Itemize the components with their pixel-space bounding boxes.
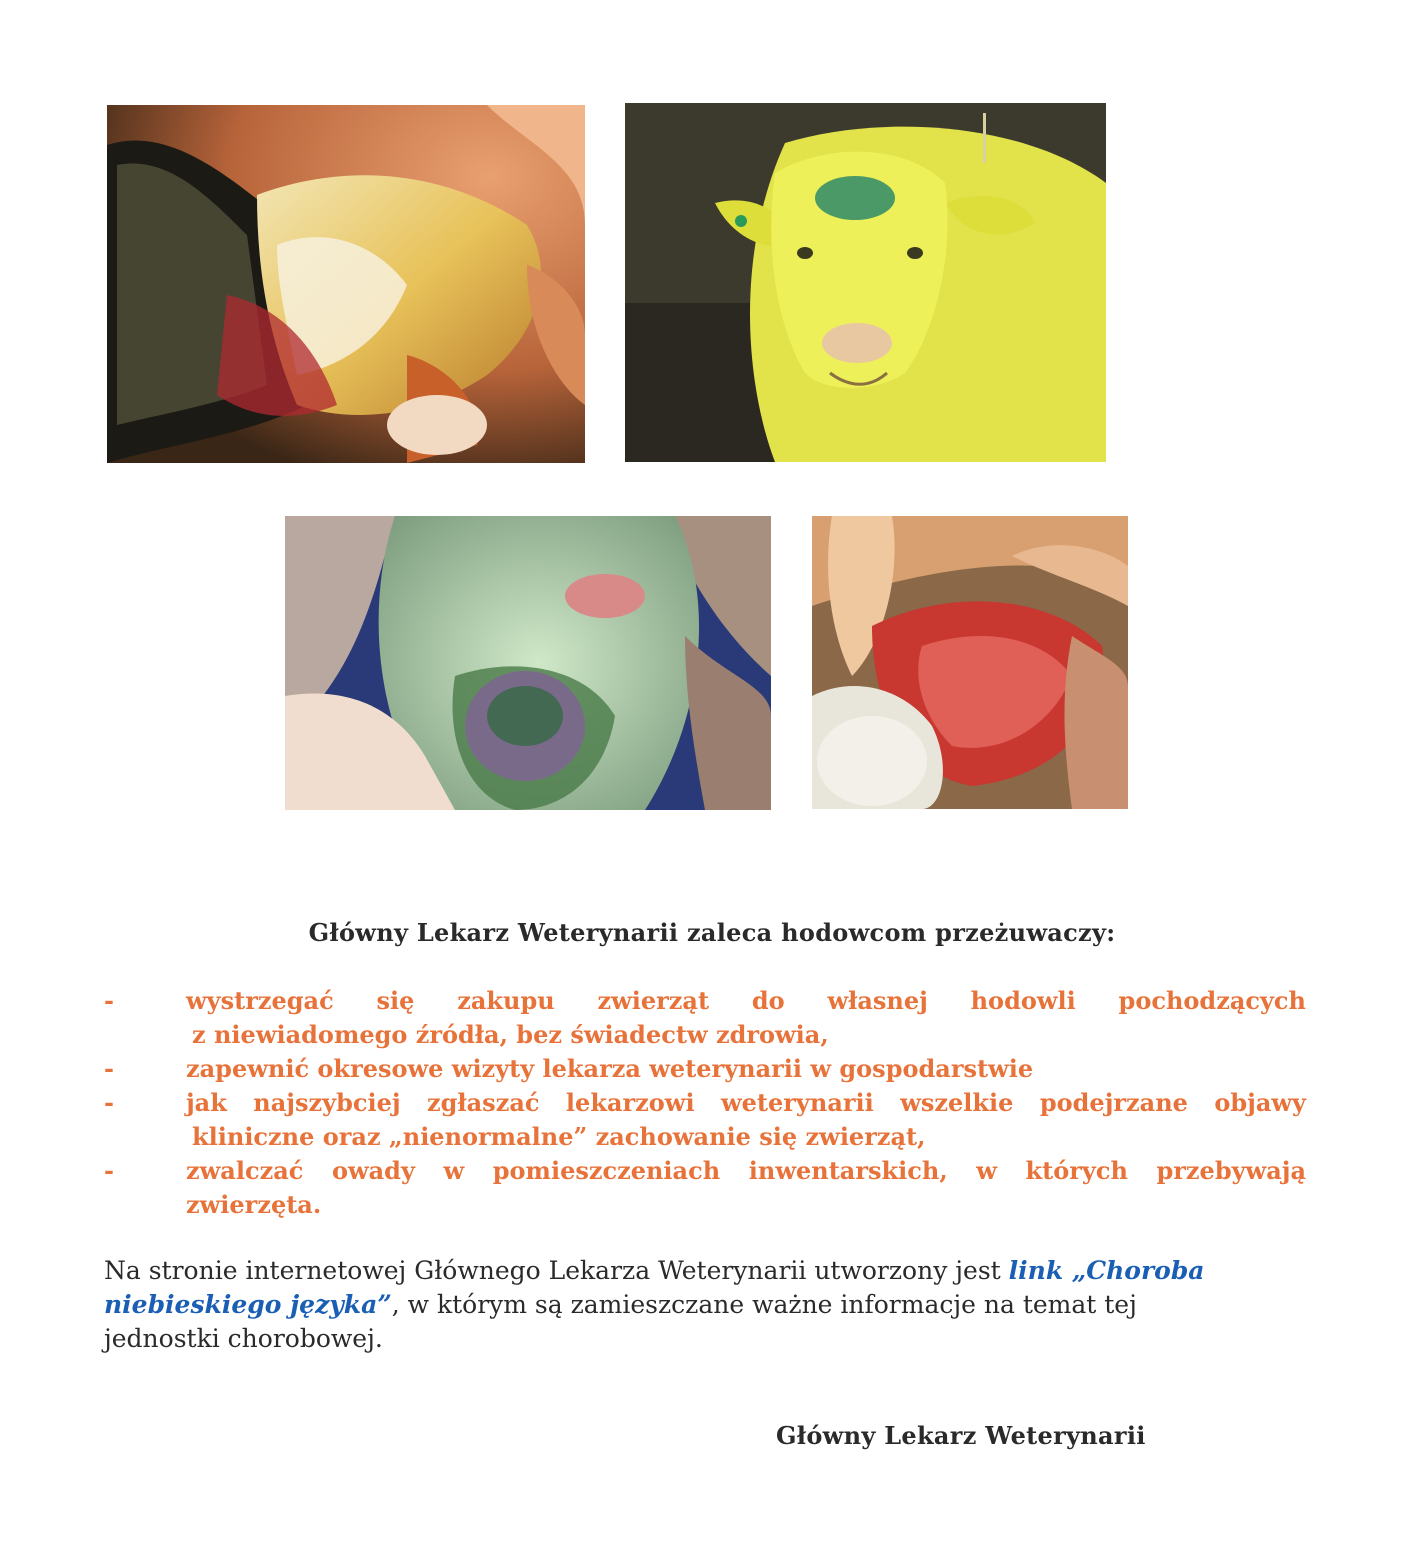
list-item-line: z niewiadomego źródła, bez świadectw zdrowia, (192, 1020, 829, 1049)
swollen-tongue-photo (285, 516, 771, 810)
list-item-line: zwierzęta. (186, 1190, 322, 1219)
sheep-face-photo (625, 103, 1106, 462)
list-item (0, 1052, 1424, 1086)
info-line (104, 1254, 1304, 1288)
info-text: jednostki chorobowej. (104, 1324, 383, 1353)
info-paragraph (104, 1254, 1304, 1356)
inflamed-mouth-photo (812, 516, 1128, 809)
list-dash: - (104, 986, 114, 1015)
info-line (104, 1288, 1304, 1322)
info-text: , w którym są zamieszczane ważne informacje na temat tej (391, 1290, 1137, 1319)
list-item-line: zapewnić okresowe wizyty lekarza weterynarii w gospodarstwie (186, 1054, 1034, 1083)
list-item-line: zwalczać owady w pomieszczeniach inwentarskich, w których przebywają (186, 1156, 1306, 1185)
list-item (0, 1154, 1424, 1222)
list-dash: - (104, 1156, 114, 1185)
list-dash: - (104, 1088, 114, 1117)
info-text: Na stronie internetowej Głównego Lekarza Weterynarii utworzony jest (104, 1256, 1001, 1285)
bluetongue-link-continued[interactable]: niebieskiego języka” (104, 1290, 392, 1319)
list-dash: - (104, 1054, 114, 1083)
list-item-line: wystrzegać się zakupu zwierząt do własnej hodowli pochodzących (186, 986, 1306, 1015)
hoof-lesion-photo (107, 105, 585, 463)
list-item-line: kliniczne oraz „nienormalne” zachowanie się zwierząt, (192, 1122, 926, 1151)
bluetongue-link[interactable]: link „Choroba (1008, 1256, 1205, 1285)
list-item (0, 1086, 1424, 1154)
recommendations-heading: Główny Lekarz Weterynarii zaleca hodowcom przeżuwaczy: (308, 918, 1116, 947)
recommendations-list (0, 984, 1424, 1222)
info-line (104, 1322, 1304, 1356)
signature: Główny Lekarz Weterynarii (776, 1421, 1146, 1450)
list-item (0, 984, 1424, 1052)
list-item-line: jak najszybciej zgłaszać lekarzowi weterynarii wszelkie podejrzane objawy (186, 1088, 1306, 1117)
